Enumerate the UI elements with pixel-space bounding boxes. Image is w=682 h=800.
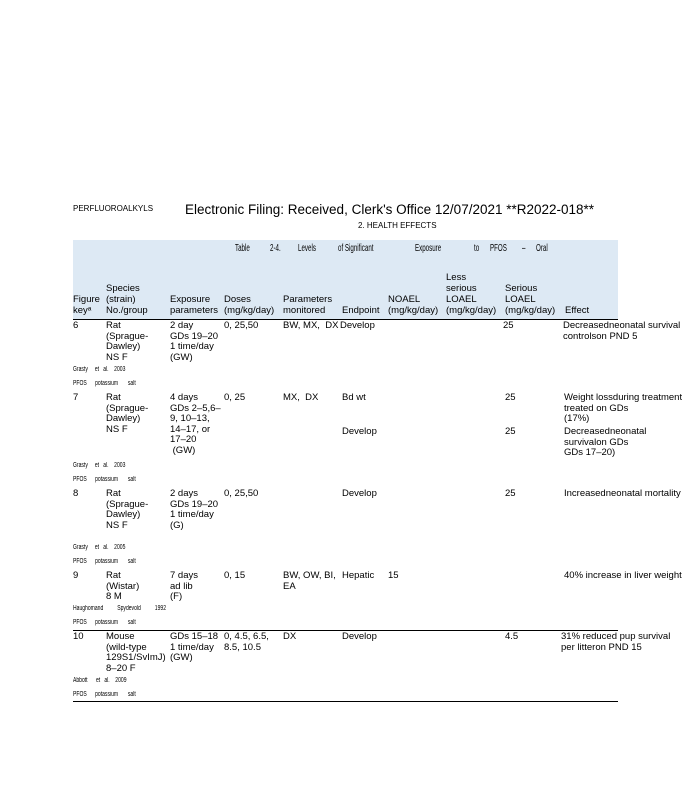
filing-stamp: Electronic Filing: Received, Clerk's Office 12/07/2021 **R2022-018**	[185, 202, 595, 217]
table-title-exposure: Exposure	[415, 243, 442, 254]
table-title-dash: –	[522, 243, 526, 254]
row-10-effect-cell	[561, 631, 671, 656]
row-10-serious-loael: 4.5	[505, 631, 519, 642]
row-9-chemical-form: PFOS potassium salt	[73, 619, 136, 626]
row-8-citation: Grasty et al. 2005	[73, 544, 126, 551]
row-6-key: 6	[73, 320, 79, 331]
col-header-endpoint: Endpoint	[342, 305, 380, 316]
row-9-endpoint: Hepatic	[342, 570, 375, 581]
row-9-species: Rat (Wistar) 8 M	[106, 570, 140, 602]
row-6-serious-loael: 25	[503, 320, 514, 331]
row-10-species: Mouse (wild-type 129S1/SvImJ) 8–20 F	[106, 631, 166, 674]
row-7-species: Rat (Sprague- Dawley) NS F	[106, 392, 149, 435]
row-9-citation: Haughomand Spydevold 1992	[73, 605, 167, 612]
row-7-exposure: 4 days GDs 2–5,6– 9, 10–13, 14–17, or 17–20 (GW)	[170, 392, 221, 456]
col-header-effect: Effect	[565, 305, 590, 316]
row-10-chemical-form: PFOS potassium salt	[73, 691, 136, 698]
col-header-species: Species (strain) No./group	[106, 283, 148, 316]
col-header-less-serious-loael: Less serious LOAEL (mg/kg/day)	[446, 272, 497, 316]
running-header: PERFLUOROALKYLS	[73, 204, 154, 213]
col-header-figure-key: Figure keyᵃ	[73, 294, 100, 316]
row-9-doses: 0, 15	[224, 570, 246, 581]
row-7-serious-loael: 25	[505, 392, 516, 403]
row-9-key: 9	[73, 570, 79, 581]
row-7-doses: 0, 25	[224, 392, 246, 403]
row-6-doses: 0, 25,50	[224, 320, 259, 331]
row-8-doses: 0, 25,50	[224, 488, 259, 499]
row-7-citation: Grasty et al. 2003	[73, 462, 126, 469]
row-10-exposure: GDs 15–18 1 time/day (GW)	[170, 631, 219, 663]
row-7-serious-loael-2: 25	[505, 426, 516, 437]
row-8-endpoint: Develop	[342, 488, 377, 499]
row-8-effect-cell	[561, 488, 681, 501]
row-9-exposure: 7 days ad lib (F)	[170, 570, 198, 602]
table-title-route: Oral	[536, 243, 548, 254]
row-7-effect-cell-2	[561, 426, 647, 461]
row-7-endpoint-2: Develop	[342, 426, 377, 437]
row-6-exposure: 2 day GDs 19–20 1 time/day (GW)	[170, 320, 219, 363]
col-header-doses: Doses (mg/kg/day)	[224, 294, 275, 316]
table-bottom-rule	[73, 701, 618, 702]
row-8-chemical-form: PFOS potassium salt	[73, 558, 136, 565]
row-9-effect: 40% increase in liver weight	[564, 570, 682, 581]
row-10-endpoint: Develop	[342, 631, 377, 642]
table-title-chemical: PFOS	[490, 243, 507, 254]
row-6-chemical-form: PFOS potassium salt	[73, 380, 136, 387]
row-7-endpoint: Bd wt	[342, 392, 366, 403]
table-title-levels: Levels	[298, 243, 316, 254]
table-title-number: 2-4.	[270, 243, 281, 254]
row-7-effect: Weight lossduring treatment treated on GDs (17%)	[564, 392, 682, 424]
table-title-significant: of Significant	[338, 243, 374, 254]
row-9-effect-cell	[561, 570, 682, 583]
row-7-chemical-form: PFOS potassium salt	[73, 476, 136, 483]
row-8-key: 8	[73, 488, 79, 499]
row-8-serious-loael: 25	[505, 488, 516, 499]
row-6-species: Rat (Sprague- Dawley) NS F	[106, 320, 149, 363]
table-title-to: to	[474, 243, 480, 254]
row-6-citation: Grasty et al. 2003	[73, 366, 126, 373]
row-10-key: 10	[73, 631, 84, 642]
row-6-parameters: BW, MX, DX	[283, 320, 339, 331]
row-8-exposure: 2 days GDs 19–20 1 time/day (G)	[170, 488, 219, 531]
col-header-noael: NOAEL (mg/kg/day)	[388, 294, 439, 316]
row-7-key: 7	[73, 392, 79, 403]
row-6-effect: Decreasedneonatal survival controlson PND 5	[563, 320, 681, 342]
row-6-endpoint: Develop	[340, 320, 375, 331]
col-header-parameters: Parameters monitored	[283, 294, 333, 316]
col-header-serious-loael: Serious LOAEL (mg/kg/day)	[505, 283, 556, 316]
row-10-citation: Abbott et al. 2009	[73, 677, 127, 684]
row-8-effect: Increasedneonatal mortality	[564, 488, 681, 499]
row-8-species: Rat (Sprague- Dawley) NS F	[106, 488, 149, 531]
row-9-noael: 15	[388, 570, 399, 581]
table-title-table: Table	[235, 243, 250, 254]
row-6-effect-cell	[561, 320, 681, 361]
section-title: 2. HEALTH EFFECTS	[358, 221, 437, 230]
row-7-effect-2: Decreasedneonatal survivalon GDs GDs 17–20)	[564, 426, 647, 458]
row-10-effect: 31% reduced pup survival per litteron PND 15	[561, 631, 671, 653]
row-7-effect-cell	[561, 392, 682, 427]
row-9-parameters: BW, OW, BI, EA	[283, 570, 336, 592]
col-header-exposure: Exposure parameters	[170, 294, 219, 316]
row-10-parameters: DX	[283, 631, 297, 642]
row-7-parameters: MX, DX	[283, 392, 319, 403]
row-10-doses: 0, 4.5, 6.5, 8.5, 10.5	[224, 631, 269, 653]
